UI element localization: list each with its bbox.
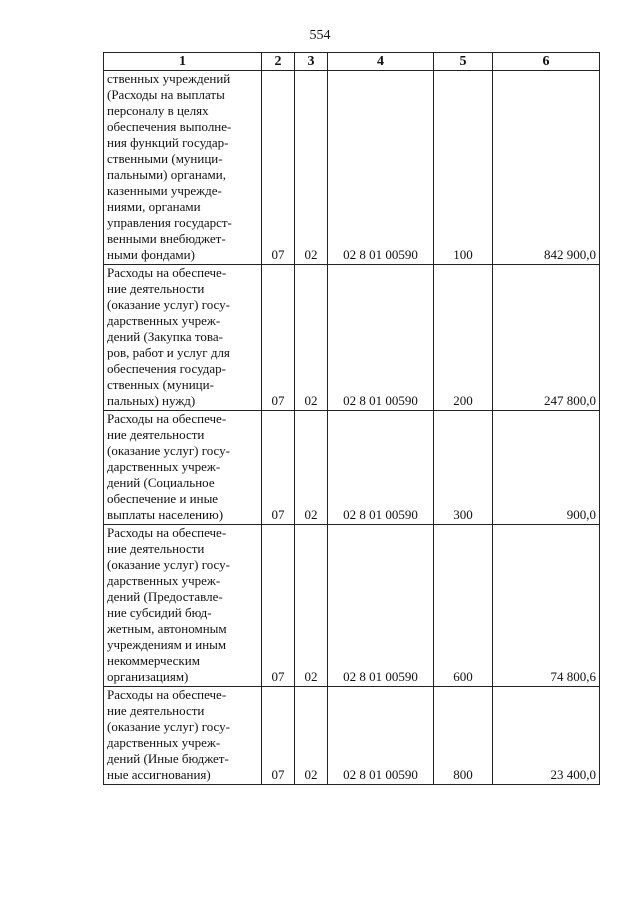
table-header-row — [104, 53, 600, 71]
description-line: дений (Иные бюджет- — [107, 751, 229, 766]
section-code: 07 — [262, 525, 295, 687]
description-line: ние деятельности — [107, 703, 205, 718]
column-header-6: 6 — [493, 53, 600, 71]
column-header-2: 2 — [262, 53, 295, 71]
expense-type-code: 600 — [434, 525, 493, 687]
expense-description — [104, 71, 262, 265]
description-line: (оказание услуг) госу- — [107, 443, 230, 458]
table-row — [104, 265, 600, 411]
expense-description — [104, 411, 262, 525]
page-number: 554 — [309, 28, 331, 43]
subsection-code: 02 — [295, 265, 328, 411]
column-header-5: 5 — [434, 53, 493, 71]
description-line: дарственных учреж- — [107, 459, 221, 474]
description-line: пальных) нужд) — [107, 393, 196, 408]
description-line: ние деятельности — [107, 541, 205, 556]
description-line: дений (Предоставле- — [107, 589, 223, 604]
subsection-code: 02 — [295, 687, 328, 785]
description-line: ров, работ и услуг для — [107, 345, 230, 360]
expense-type-code: 100 — [434, 71, 493, 265]
description-line: дарственных учреж- — [107, 735, 221, 750]
amount: 247 800,0 — [493, 265, 600, 411]
description-line: (Расходы на выплаты — [107, 87, 225, 102]
expense-type-code: 200 — [434, 265, 493, 411]
description-line: ственными (муници- — [107, 151, 223, 166]
description-line: ные ассигнования) — [107, 767, 211, 782]
column-header-4: 4 — [328, 53, 434, 71]
description-line: обеспечение и иные — [107, 491, 219, 506]
description-line: Расходы на обеспече- — [107, 687, 227, 702]
description-line: организациям) — [107, 669, 189, 684]
amount: 900,0 — [493, 411, 600, 525]
expense-description — [104, 687, 262, 785]
amount: 23 400,0 — [493, 687, 600, 785]
description-line: управления государст- — [107, 215, 232, 230]
expense-type-code: 800 — [434, 687, 493, 785]
description-line: дений (Закупка това- — [107, 329, 223, 344]
amount: 74 800,6 — [493, 525, 600, 687]
section-code: 07 — [262, 71, 295, 265]
table-row — [104, 687, 600, 785]
subsection-code: 02 — [295, 525, 328, 687]
section-code: 07 — [262, 687, 295, 785]
expense-description — [104, 525, 262, 687]
description-line: обеспечения государ- — [107, 361, 226, 376]
budget-table — [103, 52, 600, 785]
table-row — [104, 525, 600, 687]
description-line: ние деятельности — [107, 427, 205, 442]
description-line: дарственных учреж- — [107, 573, 221, 588]
expense-description — [104, 265, 262, 411]
description-line: Расходы на обеспече- — [107, 411, 227, 426]
subsection-code: 02 — [295, 411, 328, 525]
description-line: выплаты населению) — [107, 507, 224, 522]
description-line: (оказание услуг) госу- — [107, 719, 230, 734]
description-line: дарственных учреж- — [107, 313, 221, 328]
description-line: ственных (муници- — [107, 377, 214, 392]
description-line: Расходы на обеспече- — [107, 265, 227, 280]
section-code: 07 — [262, 411, 295, 525]
description-line: обеспечения выполне- — [107, 119, 232, 134]
description-line: венными внебюджет- — [107, 231, 226, 246]
amount: 842 900,0 — [493, 71, 600, 265]
description-line: учреждениям и иным — [107, 637, 227, 652]
table-row — [104, 411, 600, 525]
target-article-code: 02 8 01 00590 — [328, 71, 434, 265]
target-article-code: 02 8 01 00590 — [328, 687, 434, 785]
table-row — [104, 71, 600, 265]
column-header-1: 1 — [104, 53, 262, 71]
column-header-3: 3 — [295, 53, 328, 71]
target-article-code: 02 8 01 00590 — [328, 265, 434, 411]
description-line: ственных учреждений — [107, 71, 231, 86]
description-line: Расходы на обеспече- — [107, 525, 227, 540]
description-line: казенными учрежде- — [107, 183, 222, 198]
description-line: (оказание услуг) госу- — [107, 557, 230, 572]
target-article-code: 02 8 01 00590 — [328, 411, 434, 525]
description-line: дений (Социальное — [107, 475, 215, 490]
description-line: ниями, органами — [107, 199, 201, 214]
section-code: 07 — [262, 265, 295, 411]
description-line: ными фондами) — [107, 247, 195, 262]
description-line: ние субсидий бюд- — [107, 605, 212, 620]
description-line: ния функций государ- — [107, 135, 229, 150]
description-line: персоналу в целях — [107, 103, 209, 118]
description-line: жетным, автономным — [107, 621, 227, 636]
description-line: некоммерческим — [107, 653, 200, 668]
expense-type-code: 300 — [434, 411, 493, 525]
description-line: пальными) органами, — [107, 167, 226, 182]
target-article-code: 02 8 01 00590 — [328, 525, 434, 687]
description-line: (оказание услуг) госу- — [107, 297, 230, 312]
subsection-code: 02 — [295, 71, 328, 265]
description-line: ние деятельности — [107, 281, 205, 296]
